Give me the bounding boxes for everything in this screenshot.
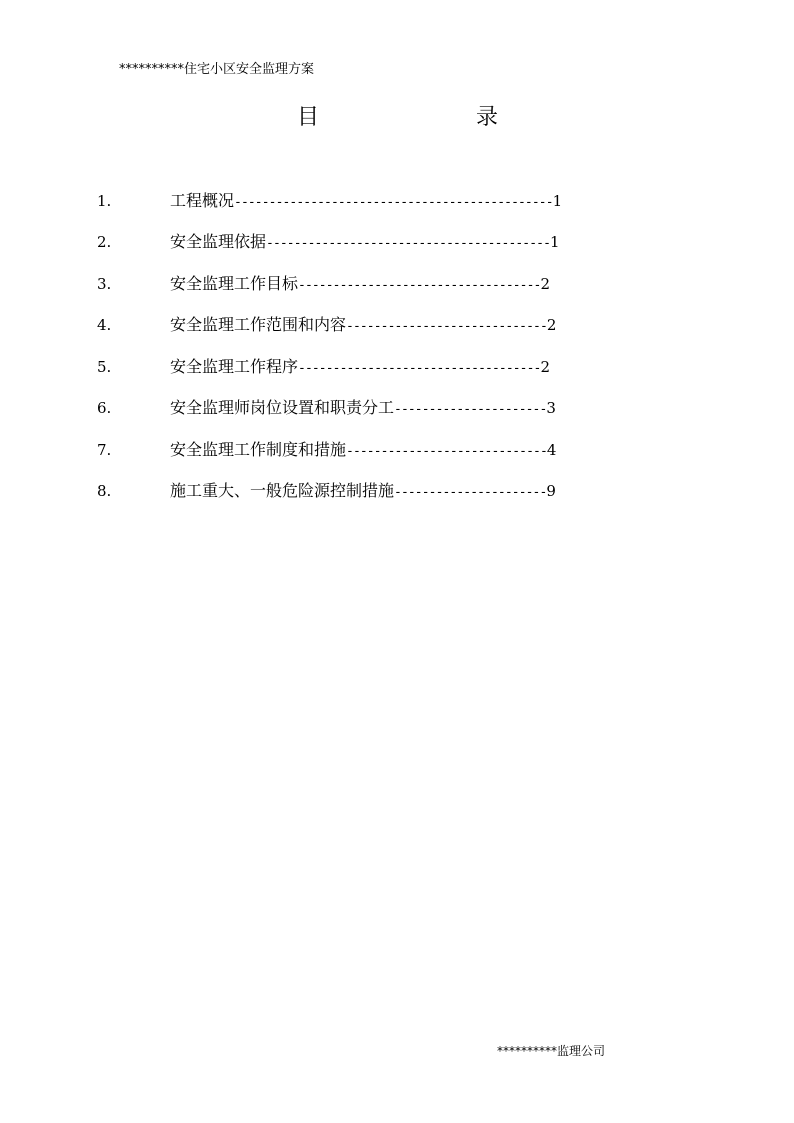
toc-label: 安全监理工作程序 (170, 357, 299, 376)
toc-label: 安全监理工作制度和措施 (170, 440, 347, 459)
toc-leader: ---------------------- (394, 485, 547, 500)
toc-row[interactable] (0, 396, 794, 420)
toc-row[interactable] (0, 230, 794, 254)
page-header: **********住宅小区安全监理方案 (119, 62, 315, 77)
toc-entry (170, 355, 550, 381)
toc-leader: ----------------------------- (346, 319, 547, 334)
toc-row[interactable] (0, 272, 794, 296)
toc-row[interactable] (0, 438, 794, 462)
toc-leader: ----------------------------------- (298, 278, 541, 293)
toc-page-number: 1 (550, 233, 560, 251)
toc-number: 7. (97, 441, 112, 459)
page-footer: **********监理公司 (497, 1044, 606, 1058)
toc-row[interactable] (0, 189, 794, 213)
toc-leader: ----------------------------- (346, 444, 547, 459)
toc-number: 2. (97, 233, 112, 251)
toc-entry (170, 438, 556, 464)
toc-page-number: 4 (546, 441, 557, 459)
toc-entry (170, 396, 556, 422)
toc-label: 安全监理依据 (170, 232, 267, 251)
toc-entry (170, 189, 562, 215)
toc-entry (170, 479, 556, 505)
toc-page-number: 2 (546, 316, 557, 334)
toc-title-left: 目 (297, 105, 320, 130)
toc-number: 4. (97, 316, 112, 334)
toc-entry (170, 230, 560, 256)
toc-entry (170, 313, 556, 339)
toc-entry (170, 272, 550, 298)
toc-page-number: 2 (540, 275, 550, 293)
toc-label: 安全监理师岗位设置和职责分工 (170, 398, 395, 417)
toc-row[interactable] (0, 313, 794, 337)
toc-number: 8. (97, 482, 112, 500)
toc-leader: ---------------------- (394, 402, 547, 417)
toc-page-number: 2 (540, 358, 550, 376)
toc-row[interactable] (0, 355, 794, 379)
toc-label: 安全监理工作目标 (170, 274, 299, 293)
toc-label: 工程概况 (170, 191, 235, 210)
toc-leader: ---------------------------------------------- (234, 195, 553, 210)
toc-page-number: 1 (552, 192, 563, 210)
toc-label: 安全监理工作范围和内容 (170, 315, 347, 334)
toc-number: 1. (97, 192, 112, 210)
toc-page-number: 3 (546, 399, 556, 417)
toc-label: 施工重大、一般危险源控制措施 (170, 481, 395, 500)
toc-number: 3. (97, 275, 112, 293)
toc-number: 6. (97, 399, 112, 417)
toc-page-number: 9 (546, 482, 556, 500)
toc-row[interactable] (0, 479, 794, 503)
toc-leader: ----------------------------------------- (266, 236, 551, 251)
toc-leader: ----------------------------------- (298, 361, 541, 376)
toc-number: 5. (97, 358, 112, 376)
toc-title-right: 录 (476, 105, 499, 130)
